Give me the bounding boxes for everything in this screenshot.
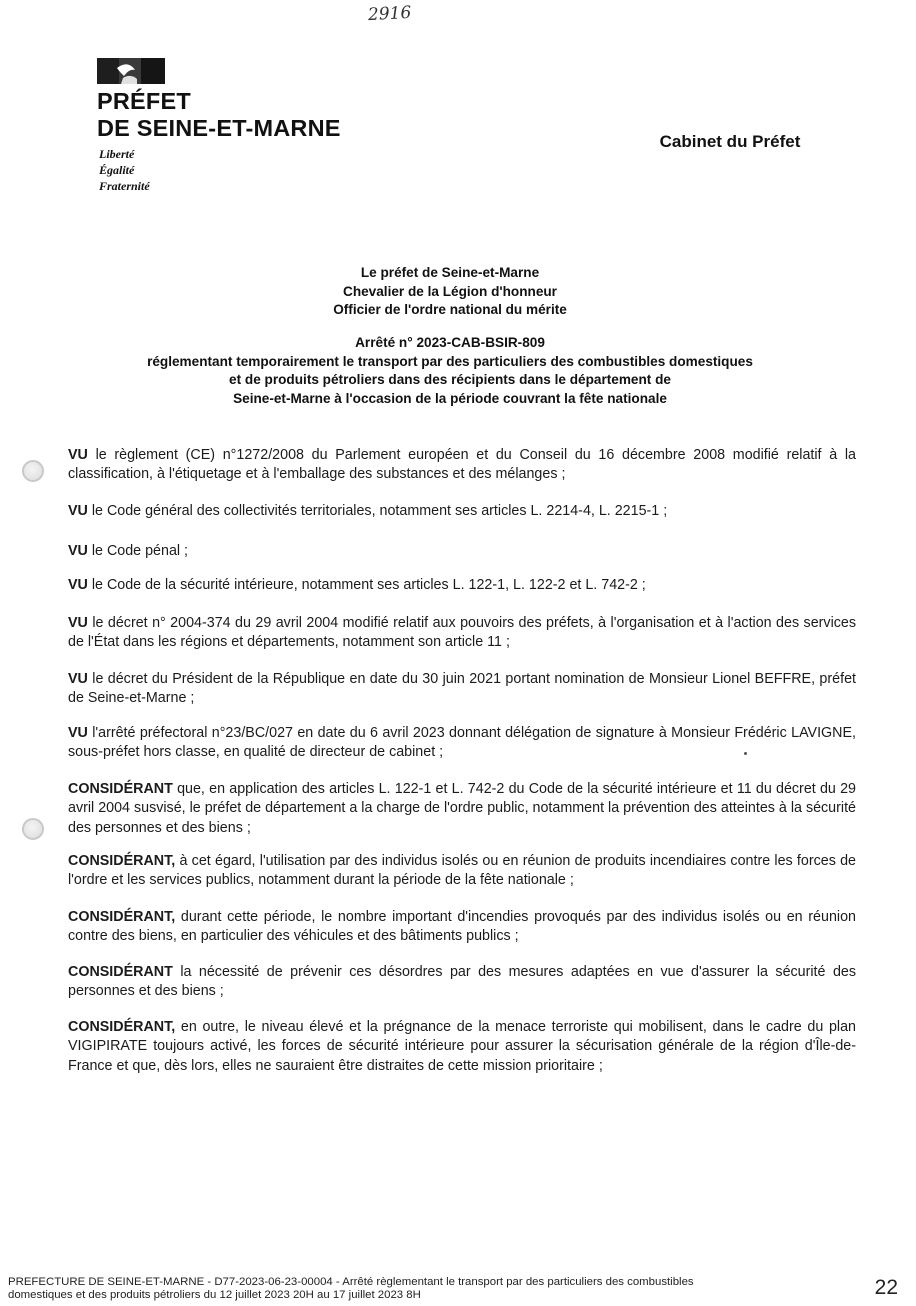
paragraph-keyword: VU [68, 577, 88, 593]
paragraph-text: le règlement (CE) n°1272/2008 du Parlement européen et du Conseil du 16 décembre 2008 modifié relatif à la classification, à l'étiquetage et à l'emballage des substances et des mélanges ; [68, 447, 856, 483]
considerant-paragraph [68, 780, 856, 838]
considerant-paragraph [68, 963, 856, 1002]
scan-speck [744, 752, 747, 755]
paragraph-text: à cet égard, l'utilisation par des individus isolés ou en réunion de produits incendiaires contre les forces de l'ordre et les services publics, notamment durant la période de la fête nationale ; [68, 853, 856, 889]
considerant-paragraph [68, 908, 856, 947]
arrete-subject-line: Seine-et-Marne à l'occasion de la période couvrant la fête nationale [233, 390, 667, 406]
paragraph-text: le décret du Président de la République en date du 30 juin 2021 portant nomination de Monsieur Lionel BEFFRE, préfet de Seine-et-Marne ; [68, 671, 856, 707]
paragraph-keyword: VU [68, 503, 88, 519]
motto-fraternite: Fraternité [99, 179, 150, 193]
punch-hole [22, 460, 44, 482]
vu-paragraph [68, 446, 856, 485]
paragraph-text: le Code de la sécurité intérieure, notamment ses articles L. 122-1, L. 122-2 et L. 742-2 ; [87, 577, 646, 593]
vu-paragraph [68, 542, 856, 561]
paragraph-text: durant cette période, le nombre important d'incendies provoqués par des individus isolés ou en réunion contre des biens, en particulier des véhicules et des bâtiments publics ; [68, 909, 856, 945]
marianne-logo-icon [97, 58, 165, 84]
vu-paragraph [68, 502, 856, 521]
authority-block [90, 264, 810, 320]
authority-line: Chevalier de la Légion d'honneur [343, 283, 557, 299]
page-number: 22 [874, 1276, 898, 1299]
paragraph-keyword: CONSIDÉRANT, [68, 1019, 176, 1035]
republic-motto [99, 146, 150, 194]
vu-paragraph [68, 614, 856, 653]
service-name: Cabinet du Préfet [659, 132, 801, 151]
authority-line: Officier de l'ordre national du mérite [333, 302, 567, 318]
paragraph-text: que, en application des articles L. 122-1 et L. 742-2 du Code de la sécurité intérieure et 11 du décret du 29 avril 2004 susvisé, le préfet de département a la charge de l'ordre public, notamment la prévention des atteintes à la sécurité des personnes et des biens ; [68, 781, 856, 836]
paragraph-text: l'arrêté préfectoral n°23/BC/027 en date du 6 avril 2023 donnant délégation de signature à Monsieur Frédéric LAVIGNE, sous-préfet hors classe, en qualité de directeur de cabinet ; [68, 725, 856, 761]
footer-line: domestiques et des produits pétroliers du 12 juillet 2023 20H au 17 juillet 2023 8H [8, 1289, 421, 1301]
punch-hole [22, 818, 44, 840]
arrete-subject-line: réglementant temporairement le transport par des particuliers des combustibles domestiques [147, 353, 753, 369]
authority-line: Le préfet de Seine-et-Marne [360, 265, 540, 280]
paragraph-keyword: VU [68, 447, 88, 463]
paragraph-text: le décret n° 2004-374 du 29 avril 2004 modifié relatif aux pouvoirs des préfets, à l'organisation et à l'action des services de l'État dans les régions et départements, notamment son article 11 ; [68, 615, 856, 651]
paragraph-text: en outre, le niveau élevé et la prégnance de la menace terroriste qui mobilisent, dans le cadre du plan VIGIPIRATE toujours activé, les forces de sécurité intérieure pour assurer la sécurisation générale de la région d'Île-de-France et que, dès lors, elles ne sauraient être distraites de cette mission prioritaire ; [68, 1019, 856, 1074]
page-footer [8, 1276, 828, 1302]
arrete-heading [90, 334, 810, 408]
arrete-subject-line: et de produits pétroliers dans des récipients dans le département de [229, 372, 671, 388]
paragraph-text: le Code pénal ; [87, 543, 189, 559]
prefecture-title [97, 88, 341, 142]
paragraph-keyword: VU [68, 725, 88, 741]
paragraph-keyword: VU [68, 671, 88, 687]
paragraph-keyword: CONSIDÉRANT [68, 781, 173, 797]
vu-paragraph [68, 576, 856, 595]
arrete-number: Arrêté n° 2023-CAB-BSIR-809 [355, 335, 545, 350]
paragraph-keyword: CONSIDÉRANT, [68, 909, 176, 925]
vu-paragraph [68, 724, 856, 763]
considerant-paragraph [68, 1018, 856, 1076]
handwritten-mark: 2916 [367, 2, 412, 26]
paragraph-text: le Code général des collectivités territoriales, notamment ses articles L. 2214-4, L. 2215-1 ; [87, 503, 668, 519]
footer-line: PREFECTURE DE SEINE-ET-MARNE - D77-2023-06-23-00004 - Arrêté règlementant le transport par des particuliers des combustibles [8, 1276, 694, 1288]
paragraph-keyword: CONSIDÉRANT [68, 964, 173, 980]
paragraph-keyword: VU [68, 615, 88, 631]
considerant-paragraph [68, 852, 856, 891]
prefecture-title-line2: DE SEINE-ET-MARNE [97, 115, 341, 141]
paragraph-keyword: VU [68, 543, 88, 559]
vu-paragraph [68, 670, 856, 709]
paragraph-keyword: CONSIDÉRANT, [68, 853, 176, 869]
paragraph-text: la nécessité de prévenir ces désordres par des mesures adaptées en vue d'assurer la sécurité des personnes et des biens ; [68, 964, 856, 1000]
motto-egalite: Égalité [99, 163, 135, 177]
motto-liberte: Liberté [99, 147, 135, 161]
prefecture-title-line1: PRÉFET [97, 88, 191, 114]
